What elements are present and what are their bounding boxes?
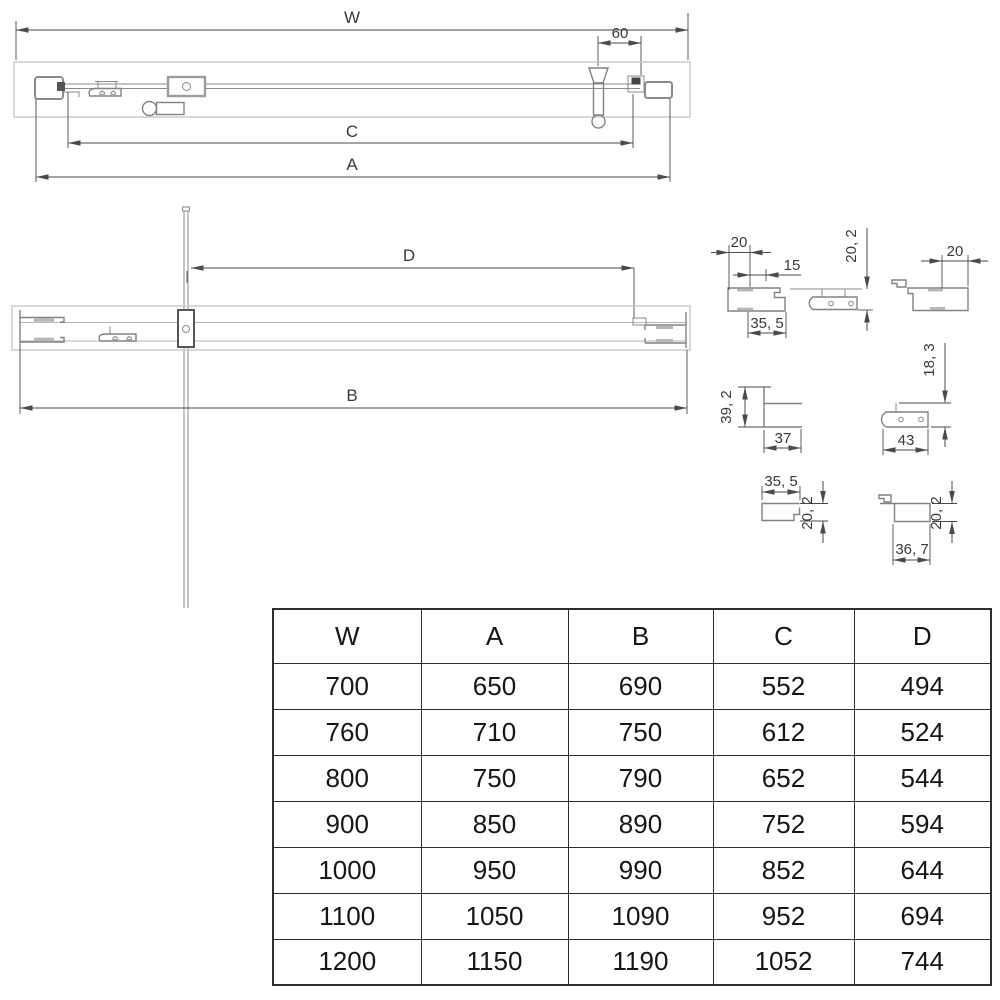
table-cell: 494 — [854, 663, 991, 709]
dim-label-a: A — [346, 155, 358, 174]
dim-p4-width — [883, 429, 928, 455]
table-row — [273, 893, 991, 939]
table-row — [273, 755, 991, 801]
table-cell: 900 — [273, 801, 421, 847]
table-header-b: B — [568, 609, 713, 663]
table-cell: 752 — [713, 801, 854, 847]
table-cell: 552 — [713, 663, 854, 709]
screw-slot-icon — [111, 91, 115, 94]
detail-sections — [711, 228, 988, 565]
handle-knob-top — [589, 68, 608, 128]
dim-d — [187, 246, 634, 318]
dim-p1-height — [843, 228, 873, 331]
table-cell: 1050 — [421, 893, 568, 939]
table-cell: 650 — [421, 663, 568, 709]
table-row — [273, 847, 991, 893]
dim-p5-width — [762, 473, 800, 500]
table-row — [273, 663, 991, 709]
top-view — [14, 8, 690, 182]
dim-label-35-5b: 35, 5 — [764, 473, 798, 490]
table-header-c: C — [713, 609, 854, 663]
dim-label-36-7: 36, 7 — [895, 541, 929, 558]
dim-c — [68, 92, 633, 148]
dim-p6-height — [928, 481, 957, 543]
table-cell: 760 — [273, 709, 421, 755]
table-cell: 1000 — [273, 847, 421, 893]
table-cell: 950 — [421, 847, 568, 893]
rail-profile-top — [63, 84, 640, 89]
dim-label-15: 15 — [783, 257, 801, 274]
detail-bracket-2 — [882, 343, 952, 455]
table-cell: 612 — [713, 709, 854, 755]
table-cell: 1052 — [713, 939, 854, 985]
table-cell: 1200 — [273, 939, 421, 985]
dim-p3-height — [718, 387, 764, 427]
screw-slot-icon — [100, 91, 104, 94]
detail-profile-2 — [892, 243, 988, 311]
table-cell: 800 — [273, 755, 421, 801]
table-cell: 750 — [568, 709, 713, 755]
table-cell: 694 — [854, 893, 991, 939]
table-cell: 1150 — [421, 939, 568, 985]
dim-label-60: 60 — [611, 25, 629, 42]
screw-slot-icon — [127, 337, 131, 340]
table-cell: 852 — [713, 847, 854, 893]
table-row — [273, 801, 991, 847]
dim-p3-base — [764, 429, 801, 453]
rail-profile-side — [20, 323, 686, 342]
table-cell: 890 — [568, 801, 713, 847]
dim-label-39-2: 39, 2 — [718, 390, 735, 424]
dim-p5-height — [799, 481, 828, 543]
dim-label-20-2c: 20, 2 — [928, 496, 945, 530]
table-cell: 652 — [713, 755, 854, 801]
table-header-w: W — [273, 609, 421, 663]
dim-p1-offset — [733, 257, 801, 281]
dim-label-b: B — [346, 386, 358, 405]
dim-label-37: 37 — [774, 430, 792, 447]
detail-bracket-1 — [790, 228, 873, 331]
table-cell: 744 — [854, 939, 991, 985]
table-row — [273, 939, 991, 985]
right-end-cap-top — [645, 82, 672, 98]
table-cell: 790 — [568, 755, 713, 801]
dim-label-20-2a: 20, 2 — [843, 229, 860, 263]
table-cell: 1190 — [568, 939, 713, 985]
detail-profile-1 — [711, 234, 801, 338]
dim-label-w: W — [343, 8, 361, 27]
table-cell: 544 — [854, 755, 991, 801]
table-cell: 952 — [713, 893, 854, 939]
detail-profile-4 — [762, 473, 828, 543]
dimension-table — [272, 608, 992, 986]
glass-panel-top — [14, 62, 690, 117]
table-cell: 850 — [421, 801, 568, 847]
table-header-a: A — [421, 609, 568, 663]
screw-slot-icon — [113, 337, 117, 340]
dim-label-18-3: 18, 3 — [921, 343, 938, 377]
dim-label-c: C — [345, 122, 359, 141]
dim-label-20a: 20 — [730, 234, 748, 251]
dim-p1-base — [748, 312, 786, 338]
wall-bracket-side — [99, 326, 136, 341]
dim-label-20-2b: 20, 2 — [799, 496, 816, 530]
table-cell: 990 — [568, 847, 713, 893]
table-cell: 710 — [421, 709, 568, 755]
dim-b — [20, 346, 687, 414]
table-cell: 644 — [854, 847, 991, 893]
table-cell: 524 — [854, 709, 991, 755]
dim-p6-base — [893, 524, 930, 565]
glass-panel-side — [12, 306, 690, 350]
table-cell: 594 — [854, 801, 991, 847]
dim-label-d: D — [402, 246, 416, 265]
dim-label-43: 43 — [897, 432, 915, 449]
roller-block-top — [168, 77, 205, 96]
dim-label-35-5a: 35, 5 — [750, 315, 784, 332]
table-header-row — [273, 609, 991, 663]
dim-p2-width — [921, 243, 988, 288]
rod-holder-block — [178, 310, 194, 347]
dim-label-20b: 20 — [946, 243, 964, 260]
table-cell: 1100 — [273, 893, 421, 939]
dim-w — [16, 8, 688, 60]
table-row — [273, 709, 991, 755]
table-cell: 690 — [568, 663, 713, 709]
dim-p1-width — [711, 234, 771, 290]
detail-profile-3 — [718, 387, 802, 453]
table-cell: 700 — [273, 663, 421, 709]
table-cell: 1090 — [568, 893, 713, 939]
detail-profile-5 — [879, 481, 957, 565]
table-cell: 750 — [421, 755, 568, 801]
right-end-profile-side — [633, 312, 686, 348]
table-header-d: D — [854, 609, 991, 663]
cap-clamp-block — [57, 82, 65, 91]
